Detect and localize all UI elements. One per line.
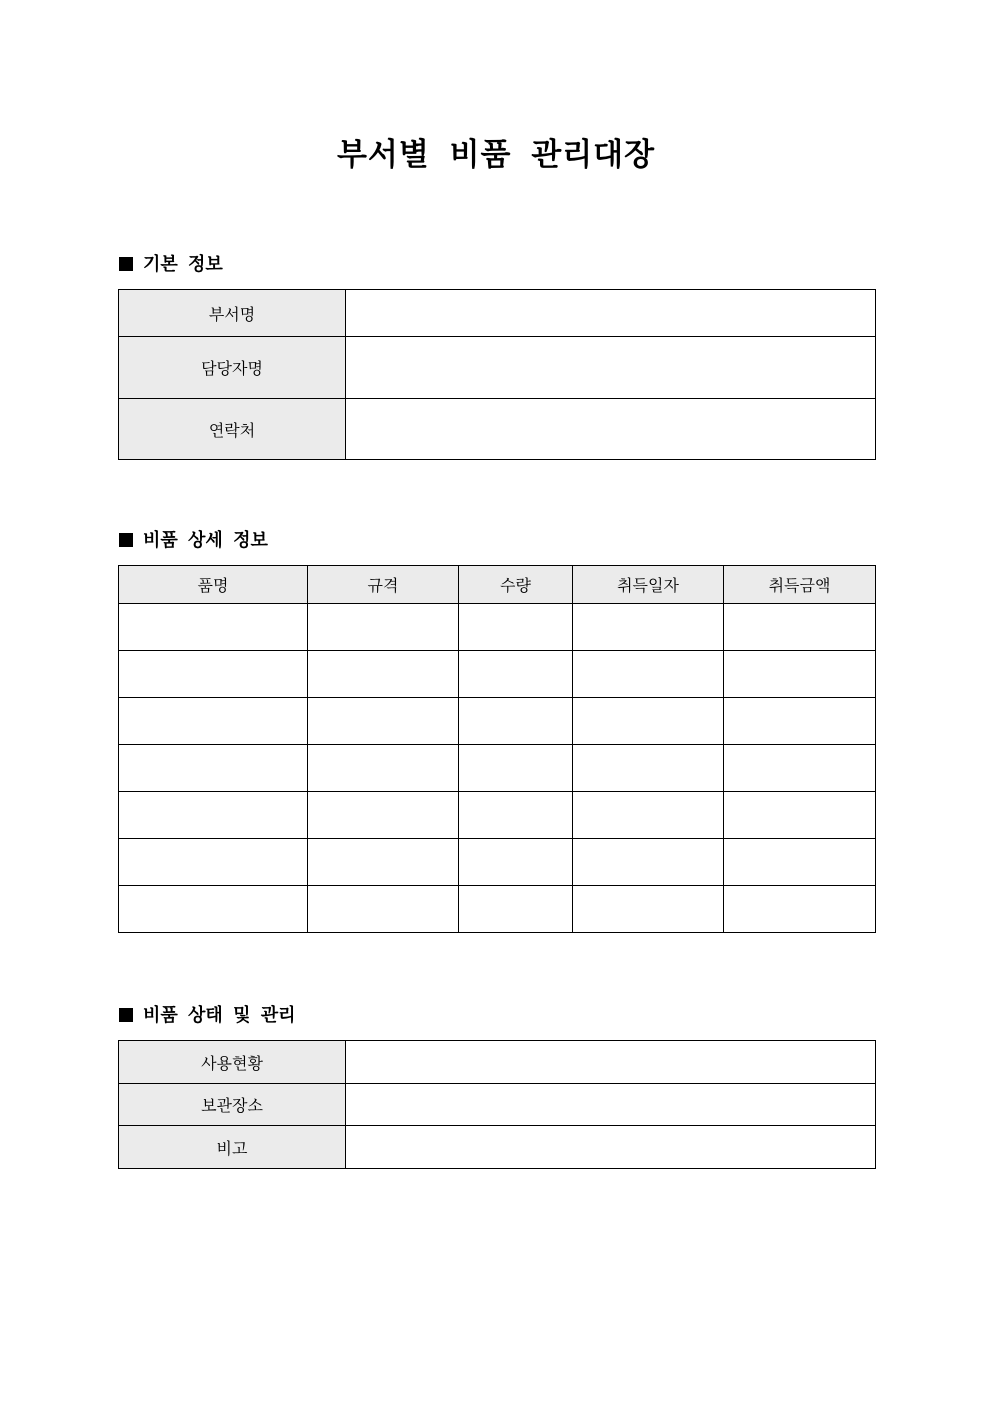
item-name-cell[interactable] xyxy=(119,698,308,745)
item-name-cell[interactable] xyxy=(119,839,308,886)
item-status-table xyxy=(118,1040,876,1169)
table-row xyxy=(119,651,876,698)
section-heading-status xyxy=(119,1004,296,1028)
remarks-field[interactable] xyxy=(346,1126,876,1169)
column-header-acquired-amount: 취득금액 xyxy=(724,566,876,604)
item-name-cell[interactable] xyxy=(119,604,308,651)
acquired-date-cell[interactable] xyxy=(573,839,724,886)
square-bullet-icon xyxy=(119,533,133,547)
section-heading-detail xyxy=(119,529,268,553)
spec-cell[interactable] xyxy=(308,886,459,933)
table-row xyxy=(119,1041,876,1084)
item-name-cell[interactable] xyxy=(119,651,308,698)
storage-location-field[interactable] xyxy=(346,1084,876,1126)
table-row xyxy=(119,1126,876,1169)
quantity-cell[interactable] xyxy=(459,745,573,792)
quantity-cell[interactable] xyxy=(459,604,573,651)
document-title: 부서별 비품 관리대장 xyxy=(336,137,656,173)
basic-info-table xyxy=(118,289,876,460)
column-header-spec: 규격 xyxy=(308,566,459,604)
spec-cell[interactable] xyxy=(308,745,459,792)
acquired-amount-cell[interactable] xyxy=(724,698,876,745)
table-row xyxy=(119,399,876,460)
table-header-row xyxy=(119,566,876,604)
item-name-cell[interactable] xyxy=(119,886,308,933)
table-row xyxy=(119,886,876,933)
acquired-amount-cell[interactable] xyxy=(724,604,876,651)
contact-field[interactable] xyxy=(346,399,876,460)
quantity-cell[interactable] xyxy=(459,839,573,886)
storage-location-label: 보관장소 xyxy=(119,1084,346,1126)
table-row xyxy=(119,290,876,337)
manager-name-field[interactable] xyxy=(346,337,876,399)
square-bullet-icon xyxy=(119,1008,133,1022)
acquired-amount-cell[interactable] xyxy=(724,745,876,792)
spec-cell[interactable] xyxy=(308,651,459,698)
acquired-date-cell[interactable] xyxy=(573,604,724,651)
column-header-acquired-date: 취득일자 xyxy=(573,566,724,604)
table-row xyxy=(119,698,876,745)
acquired-date-cell[interactable] xyxy=(573,651,724,698)
usage-status-field[interactable] xyxy=(346,1041,876,1084)
dept-name-field[interactable] xyxy=(346,290,876,337)
quantity-cell[interactable] xyxy=(459,792,573,839)
acquired-amount-cell[interactable] xyxy=(724,792,876,839)
table-row xyxy=(119,337,876,399)
item-name-cell[interactable] xyxy=(119,792,308,839)
section-heading-basic xyxy=(119,253,223,277)
quantity-cell[interactable] xyxy=(459,698,573,745)
quantity-cell[interactable] xyxy=(459,651,573,698)
quantity-cell[interactable] xyxy=(459,886,573,933)
item-name-cell[interactable] xyxy=(119,745,308,792)
column-header-quantity: 수량 xyxy=(459,566,573,604)
acquired-amount-cell[interactable] xyxy=(724,886,876,933)
acquired-date-cell[interactable] xyxy=(573,698,724,745)
section-heading-status-label: 비품 상태 및 관리 xyxy=(143,1005,296,1026)
item-detail-table xyxy=(118,565,876,933)
acquired-amount-cell[interactable] xyxy=(724,839,876,886)
table-row xyxy=(119,792,876,839)
acquired-amount-cell[interactable] xyxy=(724,651,876,698)
usage-status-label: 사용현황 xyxy=(119,1041,346,1084)
table-row xyxy=(119,1084,876,1126)
section-heading-detail-label: 비품 상세 정보 xyxy=(143,530,268,551)
spec-cell[interactable] xyxy=(308,698,459,745)
section-heading-basic-label: 기본 정보 xyxy=(143,254,223,275)
manager-name-label: 담당자명 xyxy=(119,337,346,399)
remarks-label: 비고 xyxy=(119,1126,346,1169)
acquired-date-cell[interactable] xyxy=(573,792,724,839)
dept-name-label: 부서명 xyxy=(119,290,346,337)
contact-label: 연락처 xyxy=(119,399,346,460)
acquired-date-cell[interactable] xyxy=(573,886,724,933)
column-header-item-name: 품명 xyxy=(119,566,308,604)
spec-cell[interactable] xyxy=(308,604,459,651)
table-row xyxy=(119,745,876,792)
table-row xyxy=(119,604,876,651)
square-bullet-icon xyxy=(119,257,133,271)
spec-cell[interactable] xyxy=(308,792,459,839)
table-row xyxy=(119,839,876,886)
acquired-date-cell[interactable] xyxy=(573,745,724,792)
spec-cell[interactable] xyxy=(308,839,459,886)
